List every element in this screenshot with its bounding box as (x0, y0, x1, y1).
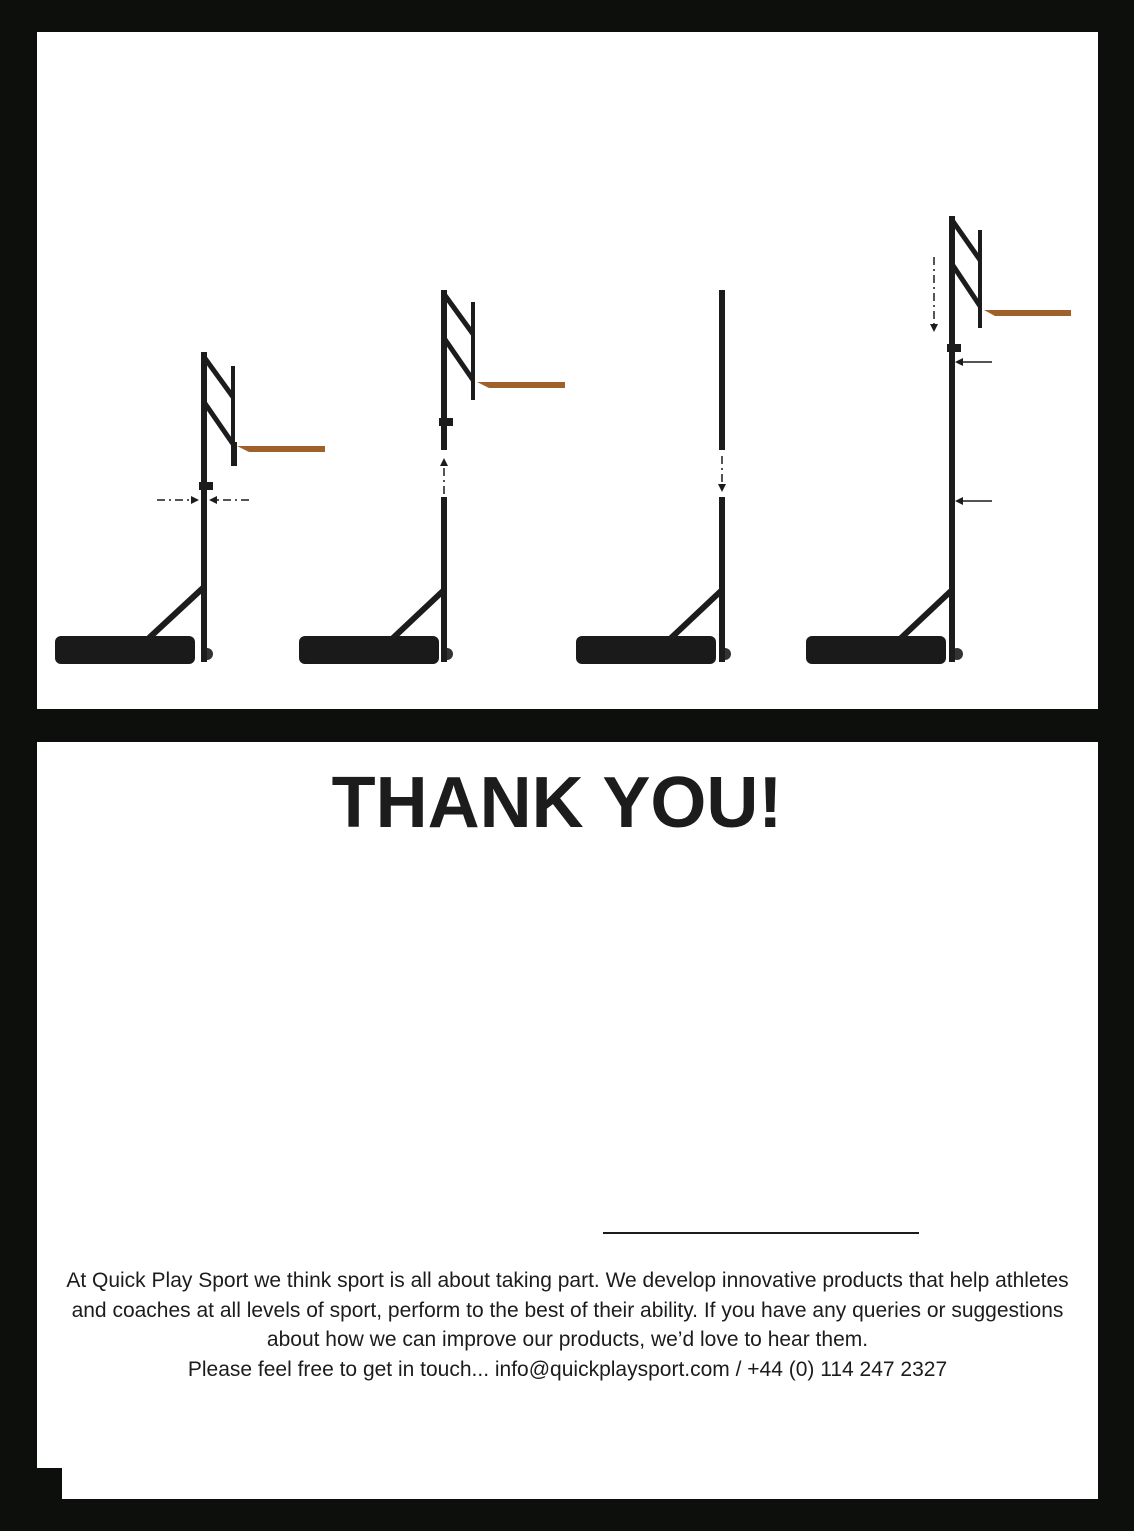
base-shape (55, 636, 195, 664)
closing-message (47, 1266, 1088, 1384)
step-1-assembled-hoop (55, 352, 325, 664)
rim-shape (237, 446, 325, 452)
company-description: At Quick Play Sport we think sport is all about taking part. We develop innovative products that help athletes and coaches at all levels of sport, perform to the best of their ability. If you have any queries or suggestions about how we can improve our products, we’d love to hear them. (66, 1269, 1069, 1351)
assembly-diagram-panel (37, 32, 1098, 709)
thank-you-title: THANK YOU! (331, 763, 783, 843)
contact-details: Please feel free to get in touch... info@quickplaysport.com / +44 (0) 114 247 2327 (187, 1357, 948, 1381)
corner-notch (37, 1468, 62, 1499)
step-2-insert-upper-pole (299, 290, 565, 664)
basketball-hoop-assembly-illustration (37, 32, 1098, 709)
thank-you-panel (37, 742, 1098, 1499)
divider-line (603, 1232, 919, 1234)
step-4-attach-backboard (806, 216, 1071, 664)
step-3-insert-extension-pole (576, 290, 731, 664)
